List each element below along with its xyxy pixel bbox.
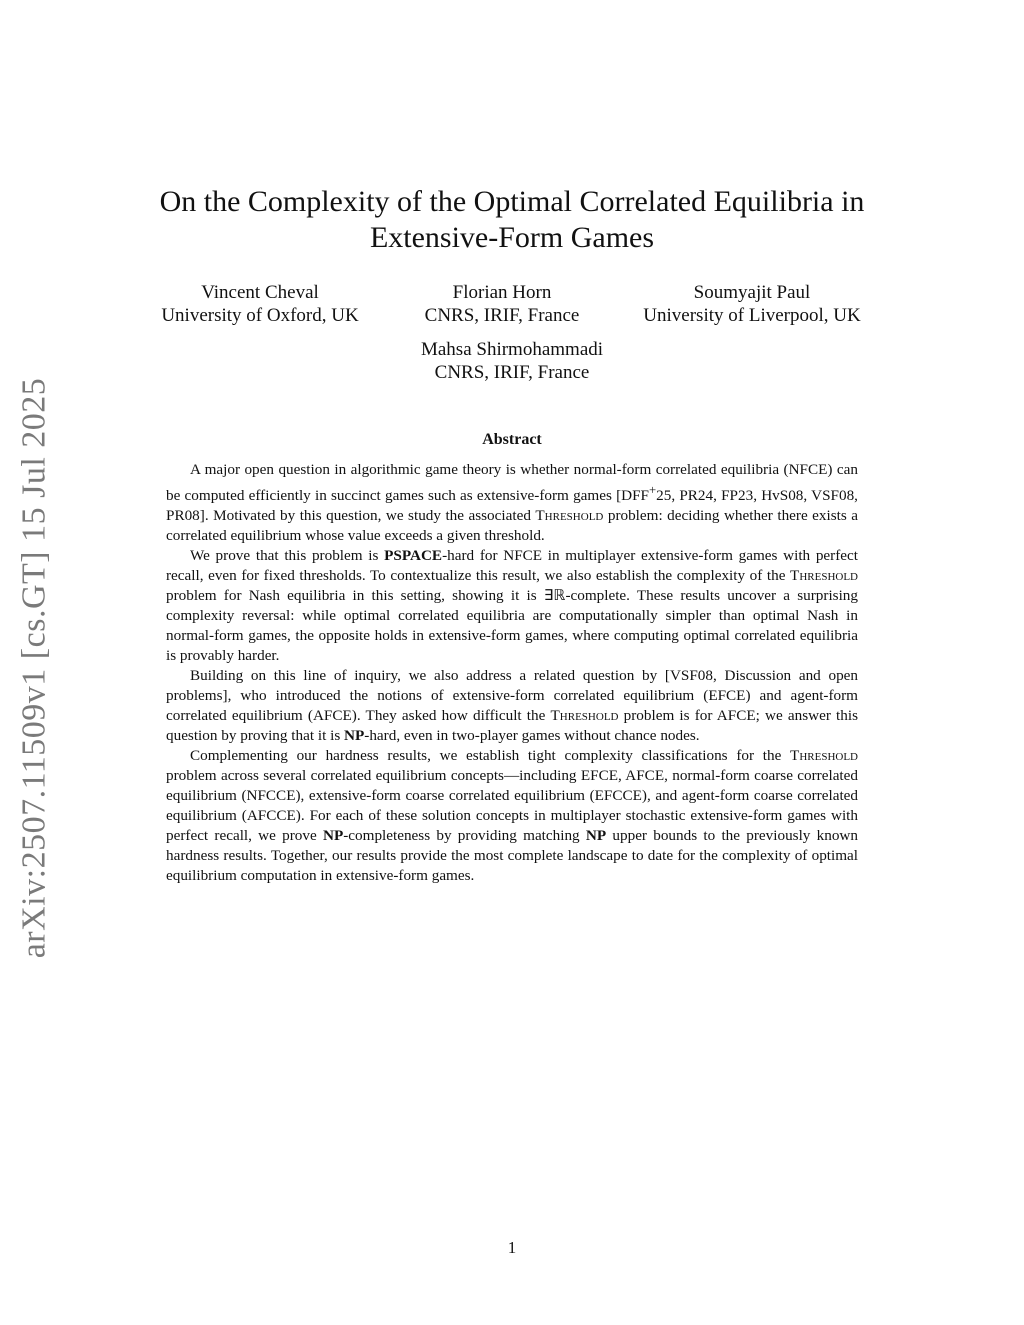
complexity-class: NP [322,827,344,845]
arxiv-identifier: arXiv:2507.11509v1 [cs.GT] 15 Jul 2025 [15,377,53,959]
complexity-class: PSPACE [384,547,443,565]
arxiv-sidebar [4,378,64,958]
abstract-paragraph: Building on this line of inquiry, we also address a related question by [VSF08, Discussion and open problems], who introduced the notions of extensive-form correlated equilibrium (EFCE) and agent-form correlated equilibrium (AFCE). They asked how difficult the Threshold problem is for AFCE; we answer this question by proving that it is NP-hard, even in two-player games without chance nodes. [166,667,858,745]
author-affiliation: University of Oxford, UK [161,305,359,326]
author-block-2 [392,281,612,327]
threshold-term: Threshold [535,507,604,525]
threshold-term: Threshold [790,567,858,585]
author-block-3 [624,281,880,327]
abstract-paragraph: We prove that this problem is PSPACE-hard for NFCE in multiplayer extensive-form games with perfect recall, even for fixed thresholds. To contextualize this result, we also establish the complexity of the Threshold problem for Nash equilibria in this setting, showing it is ∃ℝ-complete. These results uncover a surprising complexity reversal: while optimal correlated equilibria are computationally simpler than optimal Nash in normal-form games, the opposite holds in extensive-form games, where computing optimal correlated equilibria is provably harder. [166,547,858,665]
threshold-term: Threshold [790,747,858,765]
abstract-body [166,460,858,886]
abstract-heading: Abstract [482,431,542,448]
abstract-paragraph: A major open question in algorithmic game theory is whether normal-form correlated equilibria (NFCE) can be computed efficiently in succinct games such as extensive-form games [DFF+25, PR24, FP23, HvS08, VSF08, PR08]. Motivated by this question, we study the associated Threshold problem: deciding whether there exists a correlated equilibrium whose value exceeds a given threshold. [166,461,859,545]
author-block-1 [140,281,380,327]
abstract-paragraph: Complementing our hardness results, we establish tight complexity classifications for the Threshold problem across several correlated equilibrium concepts—including EFCE, AFCE, normal-form coarse correlated equilibrium (NFCCE), extensive-form coarse correlated equilibrium (EFCCE), and agent-form coarse correlated equilibrium (AFCCE). For each of these solution concepts in multiplayer stochastic extensive-form games with perfect recall, we prove NP-completeness by providing matching NP upper bounds to the previously known hardness results. Together, our results provide the most complete landscape to date for the complexity of optimal equilibrium computation in extensive-form games. [166,747,858,885]
author-name: Florian Horn [452,282,552,303]
page-number: 1 [507,1238,517,1257]
complexity-class: NP [585,827,607,845]
complexity-class: NP [344,727,365,745]
author-name: Soumyajit Paul [693,282,811,303]
author-affiliation: University of Liverpool, UK [643,305,861,326]
paper-title: On the Complexity of the Optimal Correlated Equilibria in Extensive-Form Games [159,185,865,254]
threshold-term: Threshold [550,707,619,725]
author-block-4 [392,338,632,384]
author-name: Vincent Cheval [201,282,319,303]
author-affiliation: CNRS, IRIF, France [434,362,590,383]
author-name: Mahsa Shirmohammadi [420,339,604,360]
author-affiliation: CNRS, IRIF, France [424,305,580,326]
